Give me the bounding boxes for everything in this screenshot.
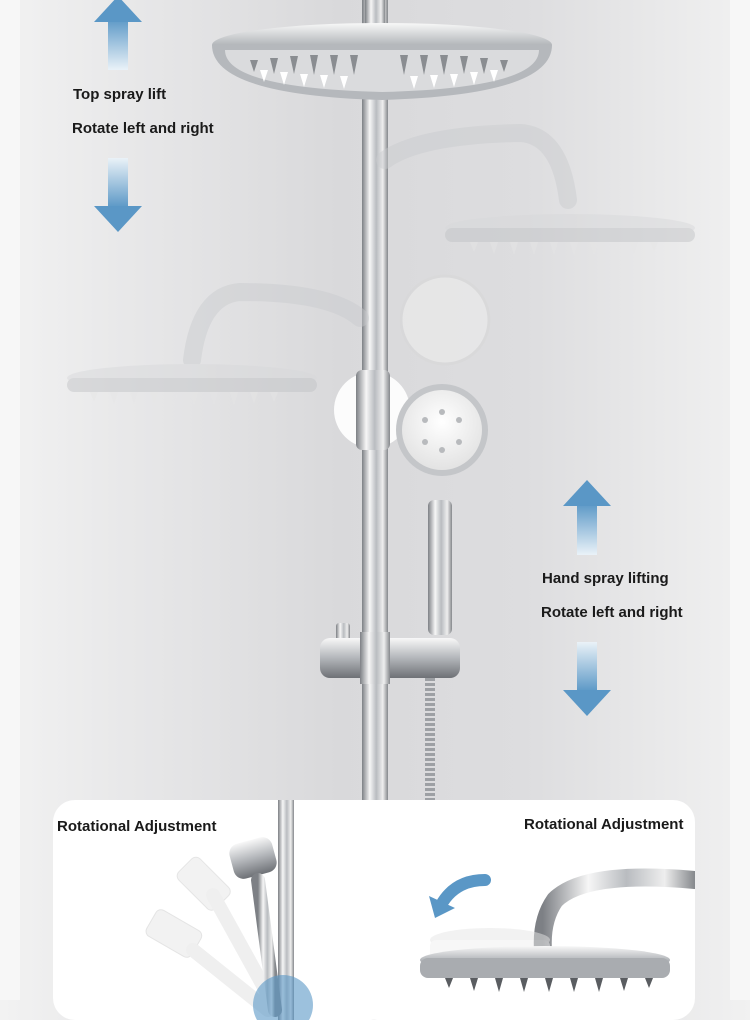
hand-spray-lifting-label: Hand spray lifting <box>542 570 669 587</box>
hand-spray-down-arrow <box>563 642 611 716</box>
inset-top-shower-illustration <box>355 800 695 1020</box>
rotate-arrow-icon <box>441 880 485 905</box>
top-spray-rotate-label: Rotate left and right <box>72 120 214 137</box>
top-shower-head <box>212 0 552 100</box>
ghost-top-shower-right <box>385 133 695 255</box>
top-spray-lift-label: Top spray lift <box>73 86 167 103</box>
ghost-top-shower-left <box>67 292 360 405</box>
inset-right-title: Rotational Adjustment <box>524 816 684 833</box>
ghost-hand-shower <box>401 276 489 364</box>
hand-shower <box>396 384 488 635</box>
inset-left-title: Rotational Adjustment <box>57 818 217 835</box>
hand-spray-up-arrow <box>563 480 611 555</box>
top-spray-down-arrow <box>94 158 142 232</box>
hand-spray-rotate-label: Rotate left and right <box>541 604 683 621</box>
inset-rotational-adjustment-top <box>355 800 695 1020</box>
inset-rotational-adjustment-hand <box>53 800 393 1020</box>
top-spray-up-arrow <box>94 0 142 70</box>
inset-hand-shower-illustration <box>53 800 393 1020</box>
